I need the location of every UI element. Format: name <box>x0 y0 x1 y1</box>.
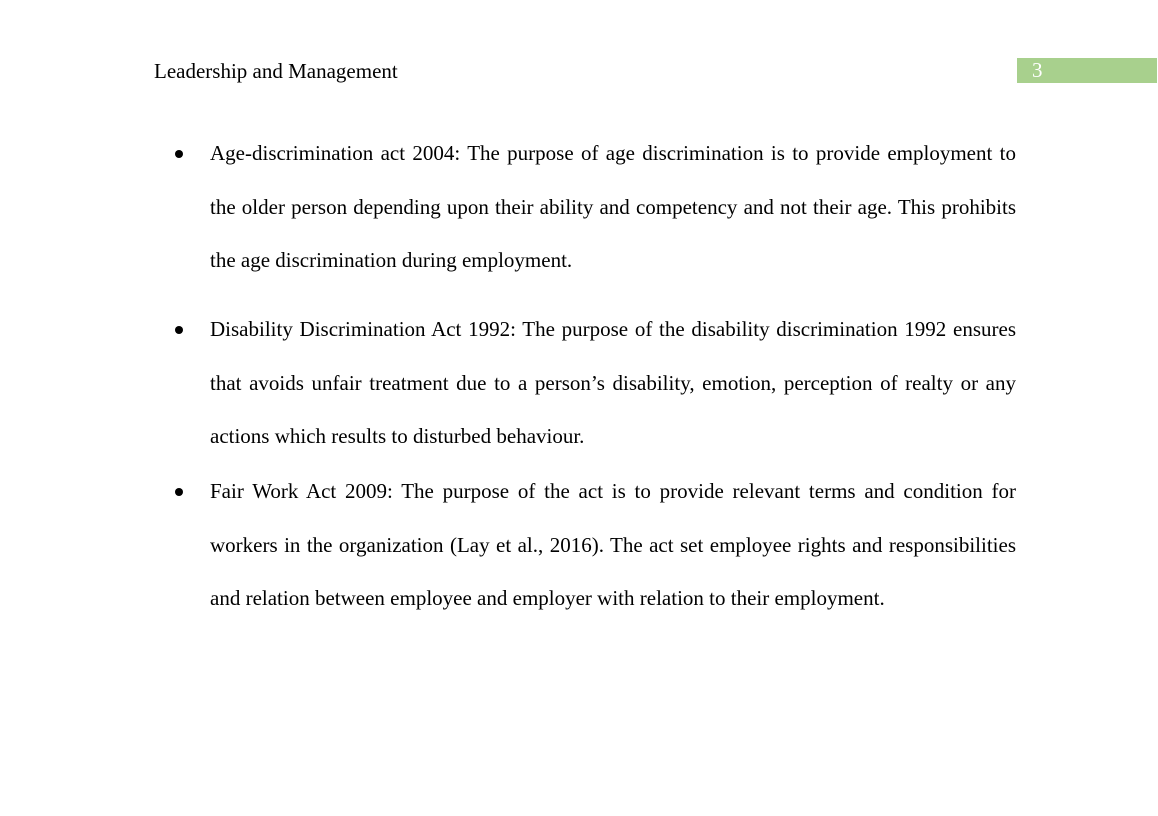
bullet-icon <box>175 488 183 496</box>
page-number-box <box>1017 58 1157 83</box>
bullet-text: Fair Work Act 2009: The purpose of the act is to provide relevant terms and condition for workers in the organization (Lay et al., 2016). The act set employee rights and responsibilities and relation between employee and employer with relation to their employment. <box>210 479 1016 611</box>
bullet-text: Disability Discrimination Act 1992: The purpose of the disability discrimination 1992 ensures that avoids unfair treatment due to a person’s disability, emotion, perception of realty or any actions which results to disturbed behaviour. <box>210 317 1016 449</box>
header-title: Leadership and Management <box>154 59 398 83</box>
page-number: 3 <box>1032 58 1043 82</box>
bullet-text: Age-discrimination act 2004: The purpose of age discrimination is to provide employment to the older person depending upon their ability and competency and not their age. This prohibits the age discrimination during employment. <box>210 141 1016 273</box>
bullet-icon <box>175 326 183 334</box>
bullet-icon <box>175 150 183 158</box>
